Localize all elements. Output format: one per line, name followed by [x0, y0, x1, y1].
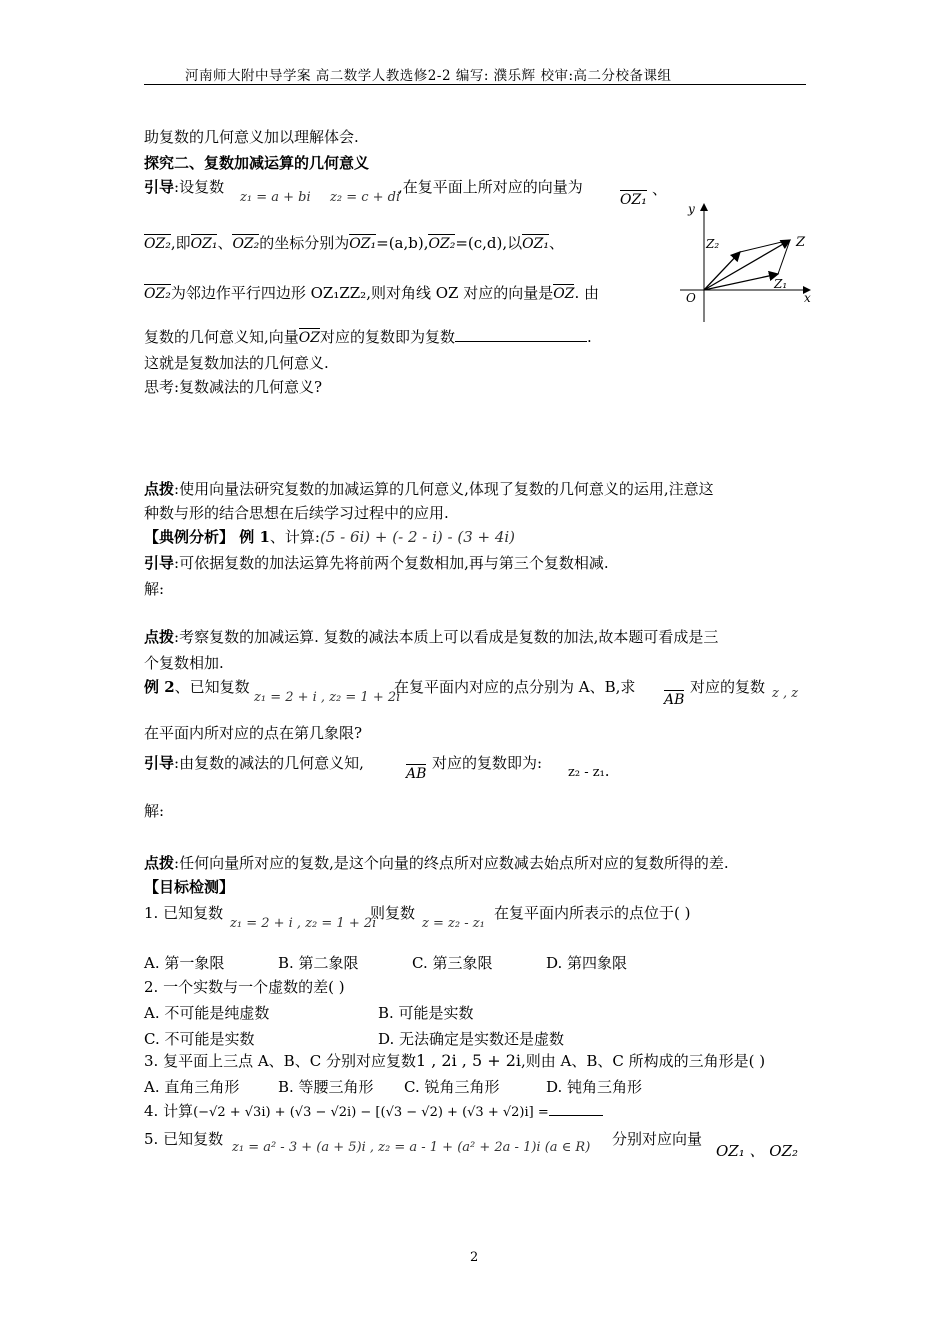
- header-rule: [144, 84, 806, 85]
- q1-definitions: z₁ = 2 + i , z₂ = 1 + 2i: [230, 916, 377, 931]
- q3-line: 3. 复平面上三点 A、B、C 分别对应复数1 , 2i , 5 + 2i,则由 A、B、C 所构成的三角形是( ): [144, 1051, 766, 1070]
- vector-ab-2: AB: [406, 766, 427, 782]
- intro-line: 助复数的几何意义加以理解体会.: [144, 128, 359, 146]
- q2-option-d[interactable]: D. 无法确定是实数还是虚数: [378, 1030, 565, 1048]
- q3-option-a[interactable]: A. 直角三角形: [144, 1078, 240, 1096]
- z1-definition: z₁ = a + bi: [240, 190, 311, 205]
- parallelogram-diagram: [670, 198, 820, 328]
- q3-option-d[interactable]: D. 钝角三角形: [546, 1078, 643, 1096]
- x-axis-label: x: [804, 291, 811, 305]
- example2-lead-expression: z₂ - z₁.: [568, 762, 610, 780]
- point-z1-label: Z₁: [774, 277, 788, 291]
- tip2-line2: 个复数相加.: [144, 654, 224, 672]
- q4-answer-blank[interactable]: [549, 1101, 603, 1116]
- parallelogram-side-right: [778, 240, 790, 274]
- q5-vectors: OZ₁ 、 OZ₂: [716, 1142, 799, 1160]
- example1-lead: 引导:可依据复数的加法运算先将前两个复数相加,再与第三个复数相减.: [144, 554, 609, 572]
- point-z2-label: Z₂: [706, 237, 720, 251]
- tip2-line1: 点拨:考察复数的加减运算. 复数的减法本质上可以看成是复数的加法,故本题可看成是三: [144, 628, 719, 646]
- example2-text3: 对应的复数: [690, 678, 766, 696]
- q5-text-b: 分别对应向量: [612, 1130, 703, 1148]
- lead-label: 引导: [144, 178, 175, 196]
- q3-option-b[interactable]: B. 等腰三角形: [278, 1078, 374, 1096]
- example2-solve: 解:: [144, 802, 165, 820]
- q5-text-a: 5. 已知复数: [144, 1130, 224, 1148]
- section2-line-a: 复数的几何意义知,向量OZ对应的复数即为复数 .: [144, 328, 592, 346]
- section2-lead-line2: OZ₂,即OZ₁、OZ₂的坐标分别为OZ₁=(a,b),OZ₂=(c,d),以OZ₁、: [144, 234, 564, 252]
- tip3: 点拨:任何向量所对应的复数,是这个向量的终点所对应数减去始点所对应的复数所得的差.: [144, 854, 729, 872]
- section-title: 探究二、复数加减运算的几何意义: [144, 154, 370, 172]
- q3-option-c[interactable]: C. 锐角三角形: [404, 1078, 500, 1096]
- separator: 、: [652, 180, 668, 198]
- q4-expression: (−√2 + √3i) + (√3 − √2i) − [(√3 − √2) + (√3 + √2)i] =: [193, 1105, 549, 1120]
- q1-option-b[interactable]: B. 第二象限: [278, 954, 359, 972]
- y-axis-label: y: [688, 202, 695, 216]
- answer-blank[interactable]: [455, 327, 587, 342]
- q1-text-c: 在复平面内所表示的点位于( ): [494, 904, 691, 922]
- page-header: 河南师大附中导学案 高二数学人教选修2-2 编写: 濮乐辉 校审:高二分校备课组: [185, 68, 672, 84]
- example2-z-definitions: z₁ = 2 + i , z₂ = 1 + 2i: [254, 690, 401, 705]
- parallelogram-side-top: [740, 240, 790, 252]
- q1-text-a: 1. 已知复数: [144, 904, 224, 922]
- section2-lead-text2: ,在复平面上所对应的向量为: [398, 178, 583, 196]
- vector-oz1: OZ₁: [620, 192, 647, 208]
- q4-line: 4. 计算(−√2 + √3i) + (√3 − √2i) − [(√3 − √2) + (√3 + √2)i] =: [144, 1100, 603, 1121]
- page-number: 2: [470, 1250, 479, 1265]
- tip1-line1: 点拨:使用向量法研究复数的加减运算的几何意义,体现了复数的几何意义的运用,注意这: [144, 480, 714, 498]
- vector-oz1-arrow: [704, 274, 778, 290]
- example1-expression: (5 - 6i) + (- 2 - i) - (3 + 4i): [319, 528, 516, 546]
- vector-oz2-arrow: [704, 252, 740, 290]
- q2-text: 2. 一个实数与一个虚数的差( ): [144, 978, 345, 996]
- q2-option-c[interactable]: C. 不可能是实数: [144, 1030, 255, 1048]
- example2-line1: 例 2、已知复数: [144, 678, 250, 696]
- section2-lead-line3: OZ₂为邻边作平行四边形 OZ₁ZZ₂,则对角线 OZ 对应的向量是OZ. 由: [144, 284, 599, 302]
- origin-label: O: [686, 291, 696, 305]
- target-heading: 【目标检测】: [144, 878, 235, 896]
- q1-option-c[interactable]: C. 第三象限: [412, 954, 493, 972]
- example2-lead: 引导:由复数的减法的几何意义知,: [144, 754, 364, 772]
- q1-option-a[interactable]: A. 第一象限: [144, 954, 225, 972]
- q1-option-d[interactable]: D. 第四象限: [546, 954, 628, 972]
- vector-ab: AB: [664, 692, 685, 708]
- example2-question: 在平面内所对应的点在第几象限?: [144, 724, 363, 742]
- section2-lead-line1: 引导:设复数: [144, 178, 225, 196]
- q5-expression: z₁ = a² - 3 + (a + 5)i , z₂ = a - 1 + (a² + 2a - 1)i (a ∈ R): [232, 1140, 591, 1155]
- z2-definition: z₂ = c + di: [330, 190, 401, 205]
- q1-expression: z = z₂ - z₁: [422, 916, 485, 931]
- addition-meaning: 这就是复数加法的几何意义.: [144, 354, 329, 372]
- tip1-line2: 种数与形的结合思想在后续学习过程中的应用.: [144, 504, 449, 522]
- example1-solve: 解:: [144, 580, 165, 598]
- example2-z-symbol: z , z: [772, 686, 799, 701]
- point-z-label: Z: [796, 235, 806, 250]
- example2-text2: 在复平面内对应的点分别为 A、B,求: [394, 678, 636, 696]
- q2-option-b[interactable]: B. 可能是实数: [378, 1004, 474, 1022]
- q1-text-b: 则复数: [370, 904, 416, 922]
- example1-heading: 【典例分析】 例 1、计算:(5 - 6i) + (- 2 - i) - (3 + 4i): [144, 528, 516, 546]
- q2-option-a[interactable]: A. 不可能是纯虚数: [144, 1004, 270, 1022]
- example2-lead-text2: 对应的复数即为:: [432, 754, 543, 772]
- q3-expression: 1 , 2i , 5 + 2i: [415, 1051, 521, 1070]
- think-question: 思考:复数减法的几何意义?: [144, 378, 323, 396]
